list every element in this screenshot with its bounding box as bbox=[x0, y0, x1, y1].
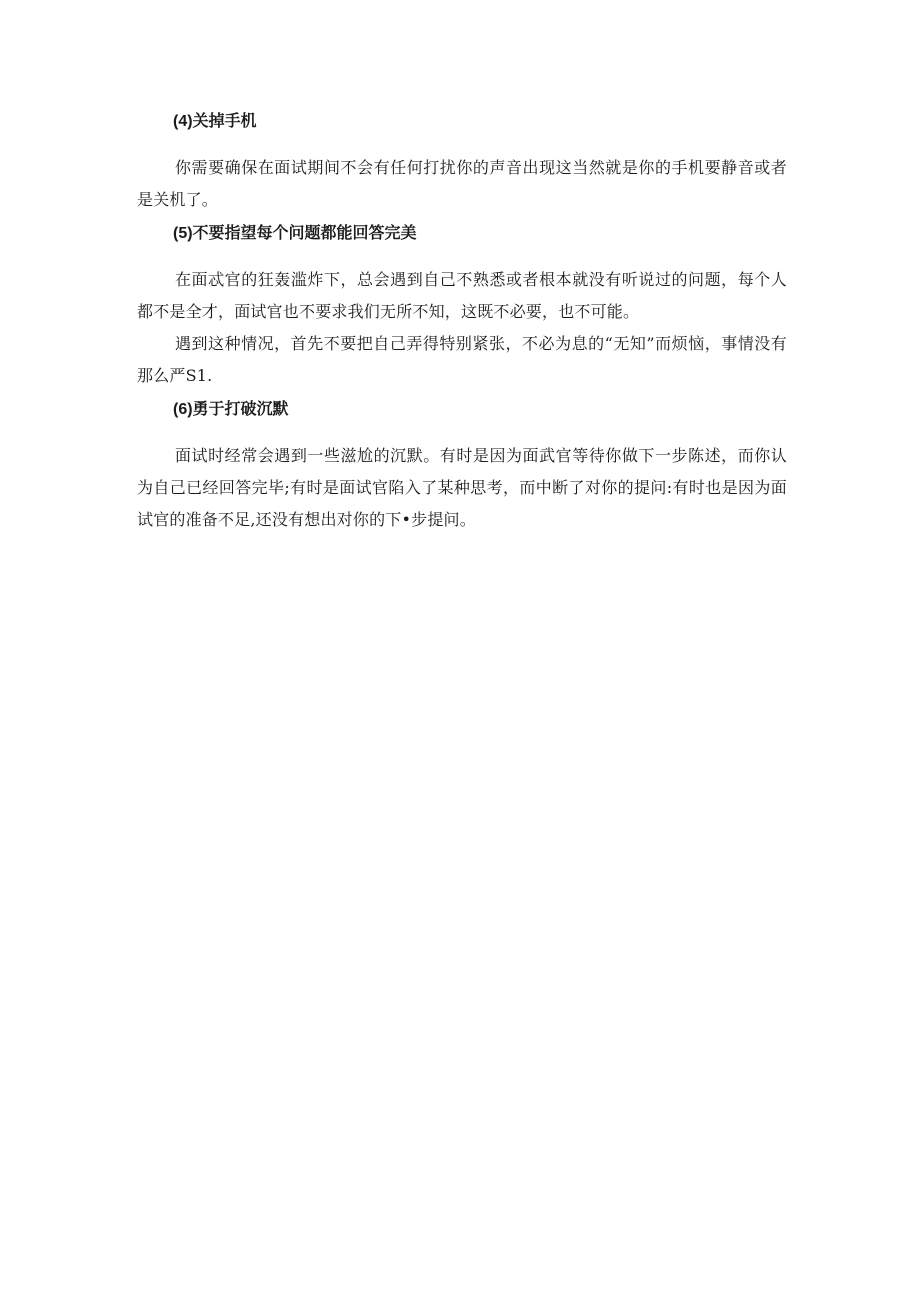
section-heading-4: (4)关掉手机 bbox=[173, 113, 257, 130]
section-6-paragraph-1: 面试时经常会遇到一些滋尬的沉默。有时是因为面武官等待你做下一步陈述，而你认为自己已经回答完毕;有时是面试官陷入了某种思考，而中断了对你的提问:有时也是因为面试官的准备不足,还没有想出对你的下•步提问。 bbox=[137, 446, 787, 529]
section-5-paragraph-1: 在面忒官的狂轰滥炸下，总会遇到自己不熟悉或者根本就没有听说过的问题，每个人都不是全才，面试官也不要求我们无所不知，这既不必要，也不可能。 bbox=[137, 270, 787, 321]
section-heading-5: (5)不要指望每个问题都能回答完美 bbox=[173, 225, 417, 242]
section-4-paragraph-1: 你需要确保在面试期间不会有任何打扰你的声音出现这当然就是你的手机要静音或者是关机了。 bbox=[137, 158, 787, 209]
section-5-paragraph-2: 遇到这种情况，首先不要把自己弄得特别紧张，不必为息的“无知”而烦恼，事情没有那么严S1. bbox=[137, 334, 787, 385]
section-heading-6: (6)勇于打破沉默 bbox=[173, 401, 289, 418]
document-body bbox=[137, 108, 787, 536]
